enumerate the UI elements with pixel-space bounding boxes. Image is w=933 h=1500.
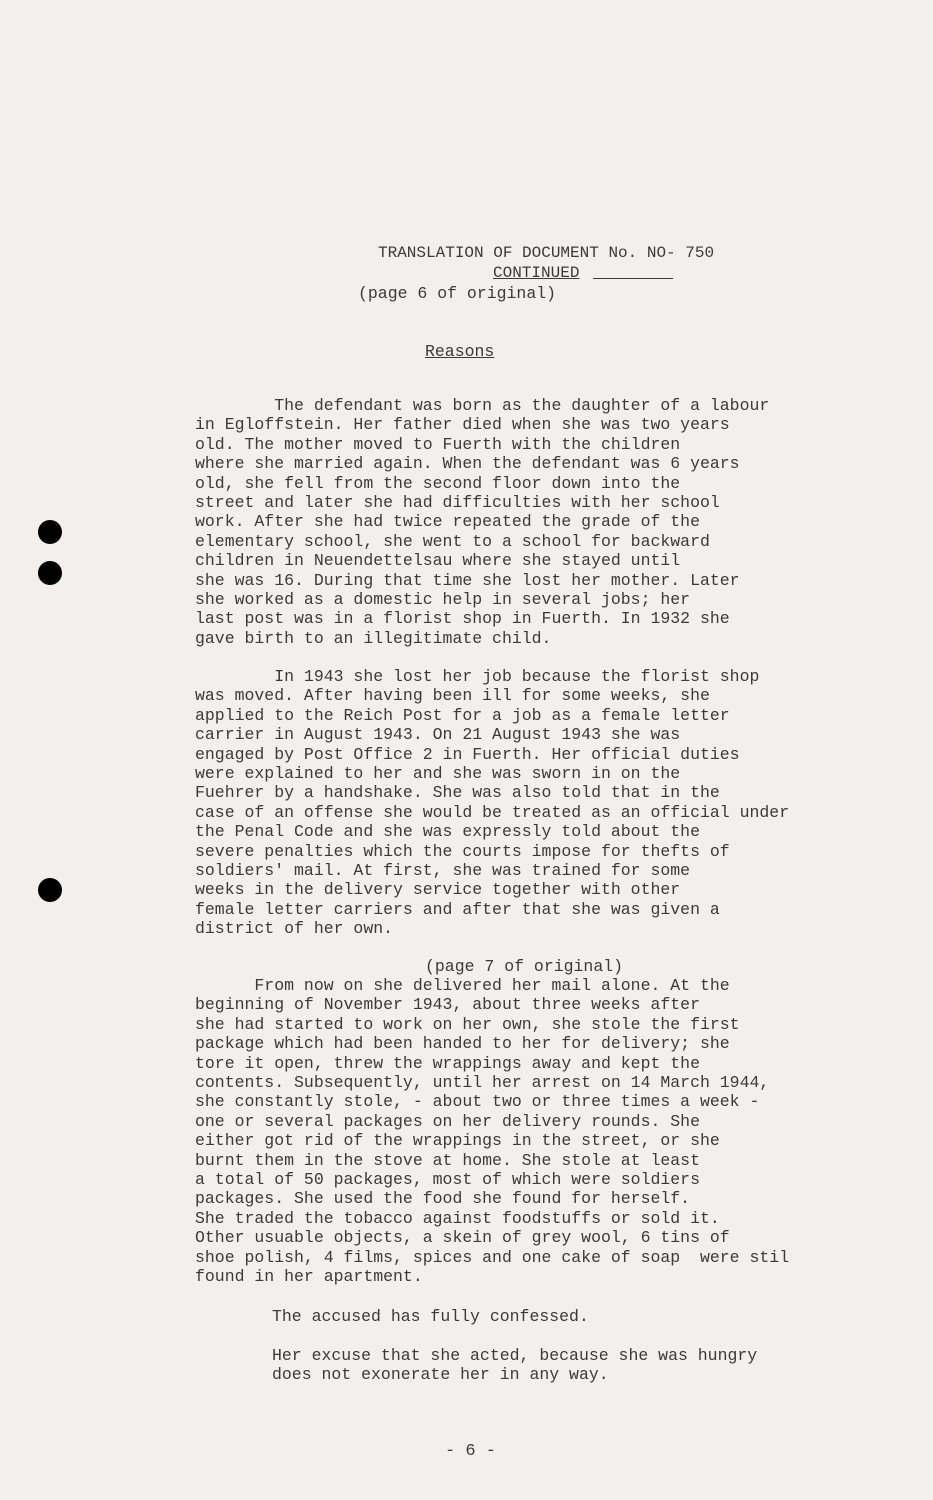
punch-hole-top: [38, 520, 62, 544]
page-number: - 6 -: [445, 1442, 497, 1461]
punch-hole-middle: [38, 561, 62, 585]
paragraph-confession: The accused has fully confessed.: [272, 1307, 589, 1326]
continued-label: CONTINUED: [493, 264, 580, 282]
paragraph-background: The defendant was born as the daughter of a labour in Egloffstein. Her father died when she was two years old. The mother moved to Fuerth with the children where she married again. When the defendant was 6 years old, she fell from the second floor down into the street and later she had difficulties with her school work. After she had twice repeated the grade of the elementary school, she went to a school for backward children in Neuendettelsau where she stayed until she was 16. During that time she lost her mother. Later she worked as a domestic help in several jobs; her last post was in a florist shop in Fuerth. In 1932 she gave birth to an illegitimate child.: [195, 396, 770, 648]
header-underline: [593, 278, 673, 279]
reasons-heading: Reasons: [425, 342, 495, 361]
paragraph-thefts: From now on she delivered her mail alone. At the beginning of November 1943, about three weeks after she had started to work on her own, she stole the first package which had been handed to her for delivery; she tore it open, threw the wrappings away and kept the contents. Subsequently, until her arrest on 14 March 1944, she constantly stole, - about two or three times a week - one or several packages on her delivery rounds. She either got rid of the wrappings in the street, or she burnt them in the stove at home. She stole at least a total of 50 packages, most of which were soldiers packages. She used the food she found for herself. She traded the tobacco against foodstuffs or sold it. Other usuable objects, a skein of grey wool, 6 tins of shoe polish, 4 films, spices and one cake of soap were stil found in her apartment.: [195, 976, 790, 1287]
paragraph-employment: In 1943 she lost her job because the florist shop was moved. After having been ill for some weeks, she applied to the Reich Post for a job as a female letter carrier in August 1943. On 21 August 1943 she was engaged by Post Office 2 in Fuerth. Her official duties were explained to her and she was sworn in on the Fuehrer by a handshake. She was also told that in the case of an offense she would be treated as an official under the Penal Code and she was expressly told about the severe penalties which the courts impose for thefts of soldiers' mail. At first, she was trained for some weeks in the delivery service together with other female letter carriers and after that she was given a district of her own.: [195, 667, 790, 939]
paragraph-excuse: Her excuse that she acted, because she was hungry does not exonerate her in any way.: [272, 1346, 758, 1385]
document-title: TRANSLATION OF DOCUMENT No. NO- 750: [378, 244, 715, 262]
page-reference-6: (page 6 of original): [358, 284, 557, 303]
page-reference-7: (page 7 of original): [425, 957, 624, 976]
punch-hole-bottom: [38, 878, 62, 902]
